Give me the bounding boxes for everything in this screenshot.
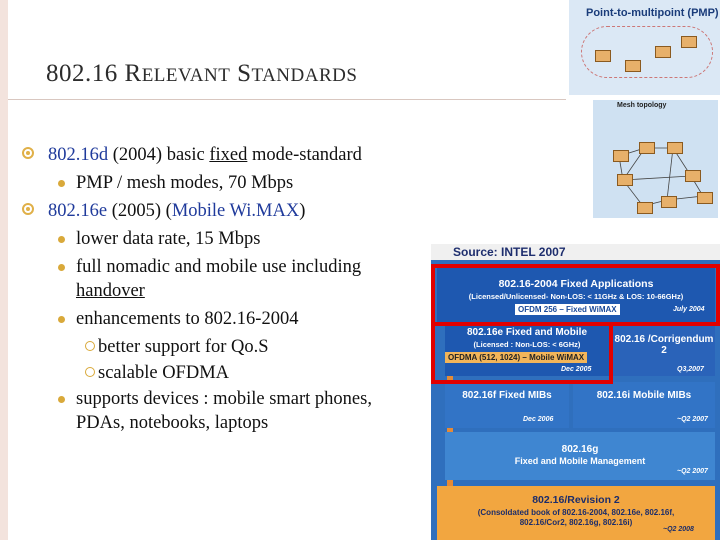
- title-lead: 802.16 R: [46, 60, 142, 87]
- station-node-icon: [625, 60, 641, 72]
- date-label: Dec 2006: [523, 416, 554, 423]
- sub-bullet-pmp-mesh: [22, 171, 402, 195]
- sub-sub-bullet-marker-icon: [85, 341, 95, 351]
- panel-title: 802.16i Mobile MIBs: [596, 390, 692, 401]
- handover-underlined: handover: [76, 281, 145, 301]
- panel-subtitle: Fixed and Mobile Management: [514, 456, 646, 466]
- source-label: Source: INTEL 2007: [431, 244, 720, 260]
- ofdm-256-tag: OFDM 256 – Fixed WiMAX: [515, 304, 620, 315]
- title-mid: S: [230, 60, 252, 87]
- slide-title: [46, 60, 357, 88]
- standards-timeline-image: [431, 244, 720, 540]
- station-node-icon: [595, 50, 611, 62]
- pmp-caption: Point-to-multipoint (PMP): [586, 7, 719, 19]
- panel-title: 802.16/Revision 2: [532, 494, 620, 506]
- mesh-node-icon: [685, 170, 701, 182]
- mesh-node-icon: [617, 174, 633, 186]
- panel-subtitle: (Licensed : Non-LOS: < 6GHz): [473, 340, 581, 349]
- highlight-box-16e: [431, 322, 613, 384]
- bullet-marker-icon: [22, 203, 34, 215]
- sub-bullet-enhancements: [22, 307, 402, 331]
- bullet-text: scalable OFDMA: [98, 363, 230, 383]
- mesh-node-icon: [613, 150, 629, 162]
- sub-bullet-nomadic: [22, 255, 402, 303]
- sub-bullet-marker-icon: [58, 236, 65, 243]
- date-label: July 2004: [673, 306, 705, 313]
- mesh-caption: Mesh topology: [617, 102, 667, 109]
- panel-title: 802.16-2004 Fixed Applications: [498, 278, 654, 290]
- panel-title: 802.16 /Corrigendum 2: [614, 334, 714, 356]
- mesh-node-icon: [661, 196, 677, 208]
- bullet-text: lower data rate, 15 Mbps: [76, 229, 261, 249]
- bullet-802-16e: [22, 199, 402, 223]
- title-smallcaps-2: TANDARDS: [251, 65, 358, 86]
- bullet-text: (2004) basic: [108, 145, 210, 165]
- sub-bullet-marker-icon: [58, 396, 65, 403]
- mesh-diagram-image: [593, 100, 718, 218]
- bullet-list: [22, 143, 402, 439]
- sub-bullet-lower-rate: [22, 227, 402, 251]
- title-smallcaps-1: ELEVANT: [141, 65, 231, 86]
- date-label: ~Q2 2007: [677, 416, 708, 423]
- panel-subtitle: (Consoldated book of 802.16-2004, 802.16e, 802.16f,: [477, 508, 675, 517]
- mesh-node-icon: [639, 142, 655, 154]
- left-accent-bar: [0, 0, 8, 540]
- bullet-text: full nomadic and mobile use including: [76, 257, 362, 277]
- ofdma-tag: OFDMA (512, 1024) – Mobile WiMAX: [445, 352, 587, 363]
- sub-bullet-devices: [22, 387, 402, 435]
- sub-sub-bullet-qos: [22, 335, 402, 359]
- sub-sub-bullet-marker-icon: [85, 367, 95, 377]
- pmp-diagram-image: [569, 0, 720, 95]
- date-label: ~Q2 2008: [663, 526, 694, 533]
- station-node-icon: [681, 36, 697, 48]
- mobile-wimax-text: Mobile Wi.MAX: [171, 201, 300, 221]
- bullet-802-16d: [22, 143, 402, 167]
- mesh-node-icon: [667, 142, 683, 154]
- panel-title: 802.16g: [561, 444, 599, 455]
- bullet-text: (2005) (: [107, 201, 172, 221]
- sub-bullet-marker-icon: [58, 180, 65, 187]
- bullet-text: enhancements to 802.16-2004: [76, 309, 299, 329]
- date-label: ~Q2 2007: [677, 468, 708, 475]
- bullet-marker-icon: [22, 147, 34, 159]
- station-node-icon: [655, 46, 671, 58]
- standard-code-16e: 802.16e: [48, 201, 108, 221]
- title-divider: [8, 99, 566, 100]
- bullet-text: ): [299, 201, 306, 221]
- bullet-text: PMP / mesh modes, 70 Mbps: [76, 173, 294, 193]
- fixed-underlined: fixed: [209, 145, 248, 165]
- highlight-box-2004: [431, 264, 720, 326]
- mesh-node-icon: [637, 202, 653, 214]
- panel-subtitle: (Licensed/Unlicensed- Non-LOS: < 11GHz & LOS: 10-66GHz): [468, 292, 684, 301]
- sub-bullet-marker-icon: [58, 264, 65, 271]
- bullet-text: supports devices : mobile smart phones, PDAs, notebooks, laptops: [76, 389, 372, 433]
- date-label: Q3,2007: [677, 366, 704, 373]
- sub-sub-bullet-ofdma: [22, 361, 402, 385]
- bullet-text: mode-standard: [247, 145, 362, 165]
- panel-802-16g: [445, 432, 715, 480]
- date-label: Dec 2005: [561, 366, 592, 373]
- standard-code-16d: 802.16d: [48, 145, 109, 165]
- bullet-text: better support for Qo.S: [98, 337, 269, 357]
- sub-bullet-marker-icon: [58, 316, 65, 323]
- mesh-node-icon: [697, 192, 713, 204]
- panel-subtitle: 802.16/Cor2, 802.16g, 802.16i): [519, 518, 633, 527]
- panel-title: 802.16f Fixed MIBs: [462, 390, 552, 401]
- panel-title: 802.16e Fixed and Mobile: [466, 327, 588, 338]
